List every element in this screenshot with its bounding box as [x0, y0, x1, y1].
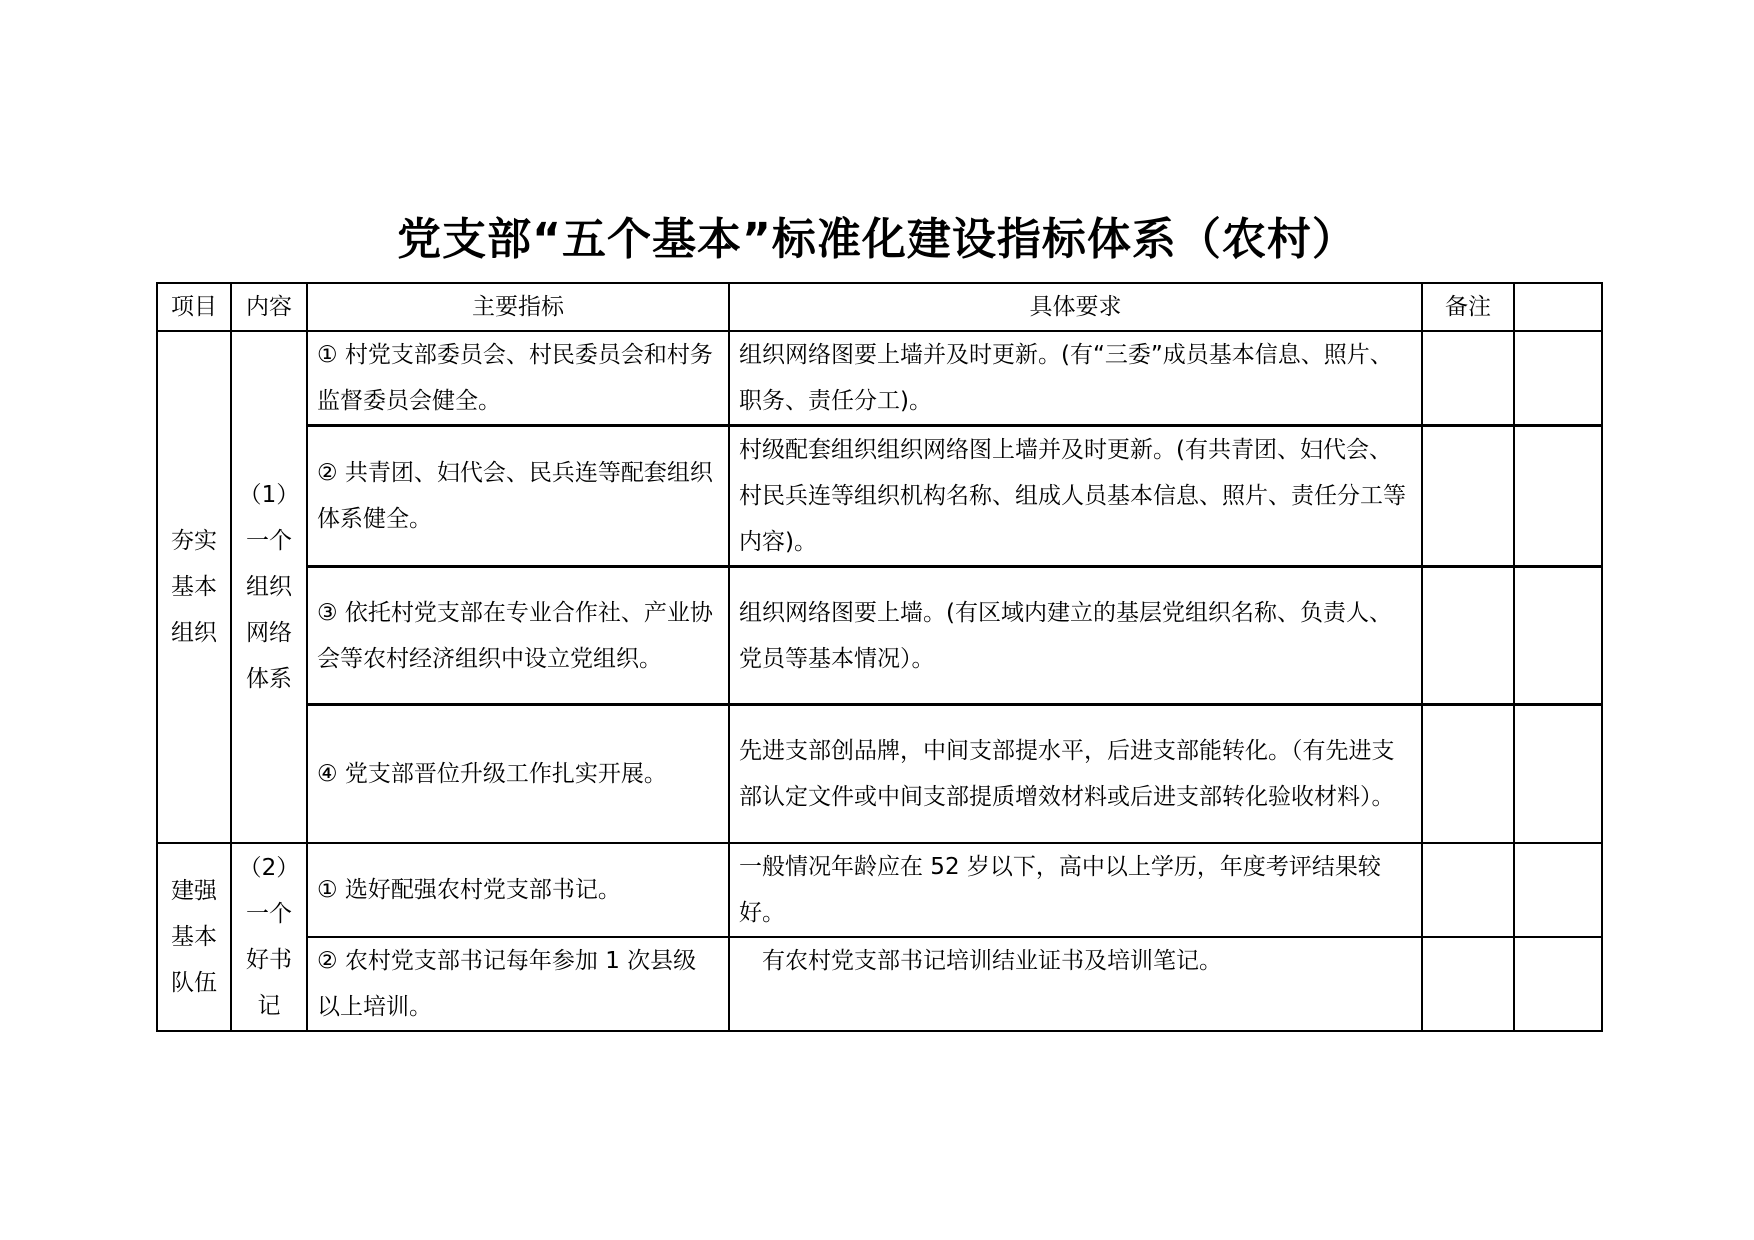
content-line: 网络: [246, 619, 292, 646]
remark-cell: [1422, 937, 1514, 1031]
header-main-indicator: 主要指标: [307, 283, 729, 331]
extra-cell: [1514, 567, 1602, 705]
indicator-cell: ② 共青团、妇代会、民兵连等配套组织体系健全。: [307, 426, 729, 567]
content-line: 记: [257, 992, 281, 1019]
indicator-cell: ④ 党支部晋位升级工作扎实开展。: [307, 705, 729, 843]
extra-cell: [1514, 705, 1602, 843]
header-project: 项目: [157, 283, 231, 331]
extra-cell: [1514, 937, 1602, 1031]
extra-cell: [1514, 331, 1602, 426]
table-row: [157, 426, 1602, 567]
remark-cell: [1422, 426, 1514, 567]
table-row: [157, 843, 1602, 937]
requirement-cell: 村级配套组织组织网络图上墙并及时更新。(有共青团、妇代会、村民兵连等组织机构名称、组成人员基本信息、照片、责任分工等内容)。: [729, 426, 1422, 567]
table-row: [157, 705, 1602, 843]
project-line: 队伍: [171, 969, 217, 996]
header-extra: [1514, 283, 1602, 331]
content-line: 体系: [246, 665, 292, 692]
header-remark: 备注: [1422, 283, 1514, 331]
section-content-cell: [231, 843, 307, 1031]
document-title: 党支部“五个基本”标准化建设指标体系（农村）: [397, 214, 1357, 265]
project-line: 建强: [171, 877, 217, 904]
project-line: 组织: [171, 619, 217, 646]
content-line: 一个: [246, 527, 292, 554]
header-specific-requirement: 具体要求: [729, 283, 1422, 331]
remark-cell: [1422, 331, 1514, 426]
remark-cell: [1422, 705, 1514, 843]
section-project-cell: [157, 331, 231, 843]
section-content-cell: [231, 331, 307, 843]
project-line: 夯实: [171, 527, 217, 554]
content-line: 好书: [246, 946, 292, 973]
remark-cell: [1422, 843, 1514, 937]
requirement-cell: 组织网络图要上墙。(有区域内建立的基层党组织名称、负责人、党员等基本情况）。: [729, 567, 1422, 705]
table-row: [157, 567, 1602, 705]
requirement-cell: 一般情况年龄应在 52 岁以下，高中以上学历，年度考评结果较好。: [729, 843, 1422, 937]
remark-cell: [1422, 567, 1514, 705]
requirement-cell: 组织网络图要上墙并及时更新。(有“三委”成员基本信息、照片、职务、责任分工)。: [729, 331, 1422, 426]
table-row: [157, 937, 1602, 1031]
extra-cell: [1514, 843, 1602, 937]
indicator-cell: ② 农村党支部书记每年参加 1 次县级以上培训。: [307, 937, 729, 1031]
indicator-cell: ③ 依托村党支部在专业合作社、产业协会等农村经济组织中设立党组织。: [307, 567, 729, 705]
content-line: （2）: [238, 854, 300, 881]
section-project-cell: [157, 843, 231, 1031]
indicator-cell: ① 村党支部委员会、村民委员会和村务监督委员会健全。: [307, 331, 729, 426]
content-line: （1）: [238, 481, 300, 508]
project-line: 基本: [171, 923, 217, 950]
header-content: 内容: [231, 283, 307, 331]
content-line: 组织: [246, 573, 292, 600]
indicator-cell: ① 选好配强农村党支部书记。: [307, 843, 729, 937]
indicator-table: [156, 282, 1603, 1032]
content-line: 一个: [246, 900, 292, 927]
table-row: [157, 331, 1602, 426]
requirement-cell: 有农村党支部书记培训结业证书及培训笔记。: [729, 937, 1422, 1031]
requirement-cell: 先进支部创品牌，中间支部提水平，后进支部能转化。（有先进支部认定文件或中间支部提质增效材料或后进支部转化验收材料）。: [729, 705, 1422, 843]
project-line: 基本: [171, 573, 217, 600]
extra-cell: [1514, 426, 1602, 567]
table-header-row: [157, 283, 1602, 331]
